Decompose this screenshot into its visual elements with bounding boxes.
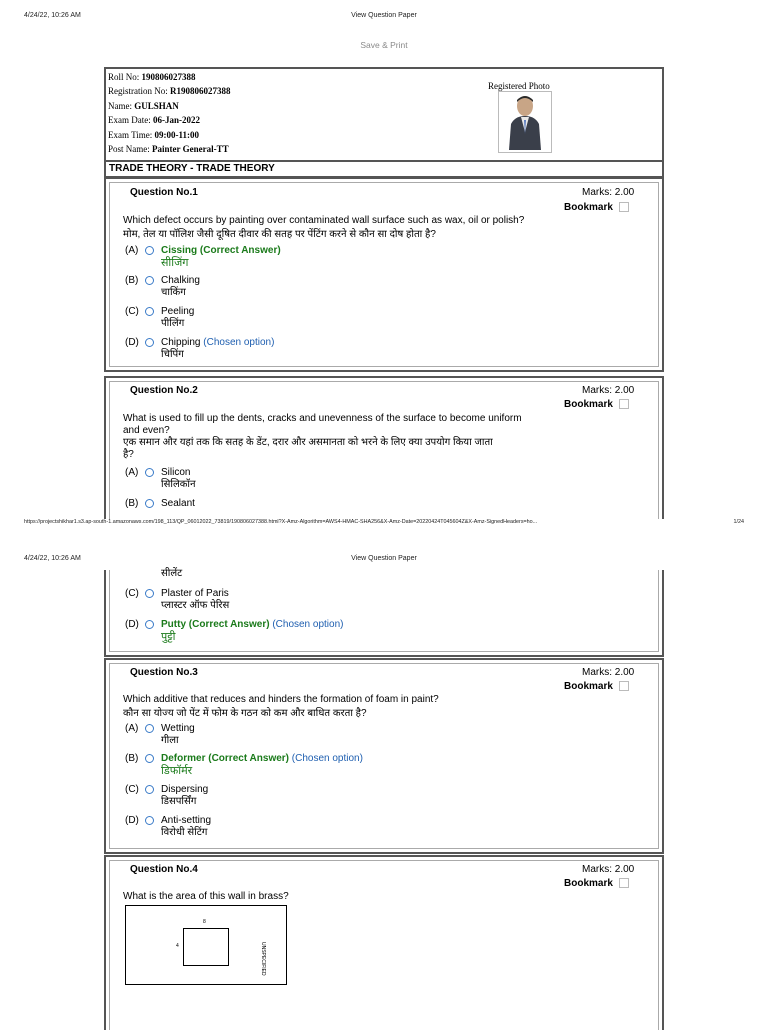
bookmark-checkbox[interactable] [619, 681, 629, 691]
question-number: Question No.1 [130, 187, 198, 198]
print-header [0, 555, 768, 569]
radio-option-a[interactable] [145, 724, 154, 733]
option-d-hindi: पुट्टी [161, 631, 176, 643]
option-c-hindi: पीलिंग [161, 318, 185, 329]
bookmark-toggle[interactable]: Bookmark [564, 399, 629, 410]
option-c[interactable]: (C) Dispersing डिसपर्सिंग [125, 784, 209, 807]
option-a-hindi: सिलिकॉन [161, 479, 196, 490]
option-c[interactable]: (C) Peeling पीलिंग [125, 306, 195, 329]
exam-time: 09:00-11:00 [154, 129, 200, 140]
option-d-hindi: चिपिंग [161, 349, 184, 360]
timestamp: 4/24/22, 10:26 AM [24, 555, 81, 562]
dimension-top: 8 [203, 919, 206, 925]
option-d[interactable]: (D) Putty (Correct Answer) (Chosen option) पुट्टी [125, 619, 344, 643]
option-b-hindi: डिफॉर्मर [161, 765, 193, 777]
bookmark-toggle[interactable]: Bookmark [564, 681, 629, 692]
bookmark-toggle[interactable]: Bookmark [564, 878, 629, 889]
section-title: TRADE THEORY - TRADE THEORY [104, 161, 664, 178]
question-text-en: Which defect occurs by painting over contaminated wall surface such as wax, oil or polish? [123, 215, 525, 226]
question-text-hi: एक समान और यहां तक कि सतह के डेंट, दरार और असमानता को भरने के लिए क्या उपयोग किया जाता है? [123, 437, 493, 460]
question-number: Question No.2 [130, 385, 198, 396]
option-a[interactable]: (A) Silicon सिलिकॉन [125, 467, 196, 490]
page-url: https://projectshikhar1.s3.ap-south-1.amazonaws.com/198_113/QP_06012022_73819/190806027388.html?X-Amz-Algorithm=AWS4-HMAC-SHA256&X-Amz-Date=20220424T045604Z&X-Amz-SignedHeaders=ho... [24, 519, 538, 525]
question-text-hi: मोम, तेल या पॉलिश जैसी दूषित दीवार की सतह पर पेंटिंग करने से कौन सा दोष होता है? [123, 229, 436, 240]
radio-option-c[interactable] [145, 785, 154, 794]
dimension-right: UNSPECIFIED [260, 942, 266, 976]
dimension-left: 4 [176, 943, 179, 949]
marks-label: Marks: 2.00 [582, 385, 635, 396]
marks-label: Marks: 2.00 [582, 187, 635, 198]
marks-label: Marks: 2.00 [582, 667, 635, 678]
option-c[interactable]: (C) Plaster of Paris प्लास्टर ऑफ पेरिस [125, 588, 230, 611]
person-avatar-icon [499, 92, 551, 152]
question-text-hi: कौन सा योज्य जो पेंट में फोम के गठन को कम और बाधित करता है? [123, 708, 367, 719]
bookmark-checkbox[interactable] [619, 202, 629, 212]
option-d[interactable]: (D) Chipping (Chosen option) चिपिंग [125, 337, 275, 360]
bookmark-checkbox[interactable] [619, 878, 629, 888]
bookmark-checkbox[interactable] [619, 399, 629, 409]
option-b[interactable]: (B) Sealant [125, 498, 195, 509]
save-print-link[interactable]: Save & Print [360, 40, 408, 50]
page-title: View Question Paper [351, 555, 417, 562]
print-header [0, 12, 768, 26]
question-text-en: What is used to fill up the dents, cracks and unevenness of the surface to become uniform and even? [123, 413, 522, 436]
option-a-hindi: गीला [161, 735, 179, 746]
registration-number: R190806027388 [170, 86, 231, 97]
print-footer [0, 519, 768, 530]
roll-number: 190806027388 [141, 72, 196, 82]
post-name: Painter General-TT [152, 144, 229, 155]
timestamp: 4/24/22, 10:26 AM [24, 12, 81, 19]
radio-option-d[interactable] [145, 816, 154, 825]
wall-rectangle [183, 928, 229, 966]
radio-option-c[interactable] [145, 307, 154, 316]
bookmark-toggle[interactable]: Bookmark [564, 202, 629, 213]
radio-option-b[interactable] [145, 754, 154, 763]
candidate-name: GULSHAN [134, 100, 179, 111]
option-b-hindi: चाकिंग [161, 287, 186, 298]
registered-photo-label: Registered Photo [488, 81, 550, 91]
option-c-hindi: डिसपर्सिंग [161, 796, 197, 807]
registered-photo-avatar [498, 91, 552, 153]
question-number: Question No.3 [130, 667, 198, 678]
candidate-details: Roll No: 190806027388 Registration No: R190806027388 Name: GULSHAN Exam Date: 06-Jan-2022 Exam Time: 09:00-11:00 Post Name: Painter General-TT [108, 72, 231, 155]
option-a-hindi: सीजिंग [161, 257, 189, 269]
page-counter: 1/24 [733, 519, 744, 525]
marks-label: Marks: 2.00 [582, 864, 635, 875]
question-number: Question No.4 [130, 864, 198, 875]
exam-date: 06-Jan-2022 [152, 115, 200, 126]
wall-diagram-figure [125, 905, 287, 985]
option-c-hindi: प्लास्टर ऑफ पेरिस [161, 600, 230, 611]
radio-option-b[interactable] [145, 499, 154, 508]
option-d-hindi: विरोधी सेटिंग [161, 827, 208, 838]
option-d[interactable]: (D) Anti-setting विरोधी सेटिंग [125, 815, 212, 838]
option-b[interactable]: (B) Deformer (Correct Answer) (Chosen option) डिफॉर्मर [125, 753, 363, 777]
question-card-2-continued [104, 570, 664, 657]
option-a[interactable]: (A) Cissing (Correct Answer) सीजिंग [125, 245, 281, 269]
option-b[interactable]: (B) Chalking चाकिंग [125, 275, 200, 298]
radio-option-a[interactable] [145, 246, 154, 255]
page-break [0, 530, 768, 548]
candidate-info-box [104, 67, 664, 162]
page-title: View Question Paper [351, 12, 417, 19]
radio-option-b[interactable] [145, 276, 154, 285]
radio-option-c[interactable] [145, 589, 154, 598]
radio-option-d[interactable] [145, 620, 154, 629]
question-text-en: Which additive that reduces and hinders the formation of foam in paint? [123, 694, 439, 705]
radio-option-d[interactable] [145, 338, 154, 347]
question-text-en: What is the area of this wall in brass? [123, 891, 289, 902]
option-a[interactable]: (A) Wetting गीला [125, 723, 195, 746]
radio-option-a[interactable] [145, 468, 154, 477]
